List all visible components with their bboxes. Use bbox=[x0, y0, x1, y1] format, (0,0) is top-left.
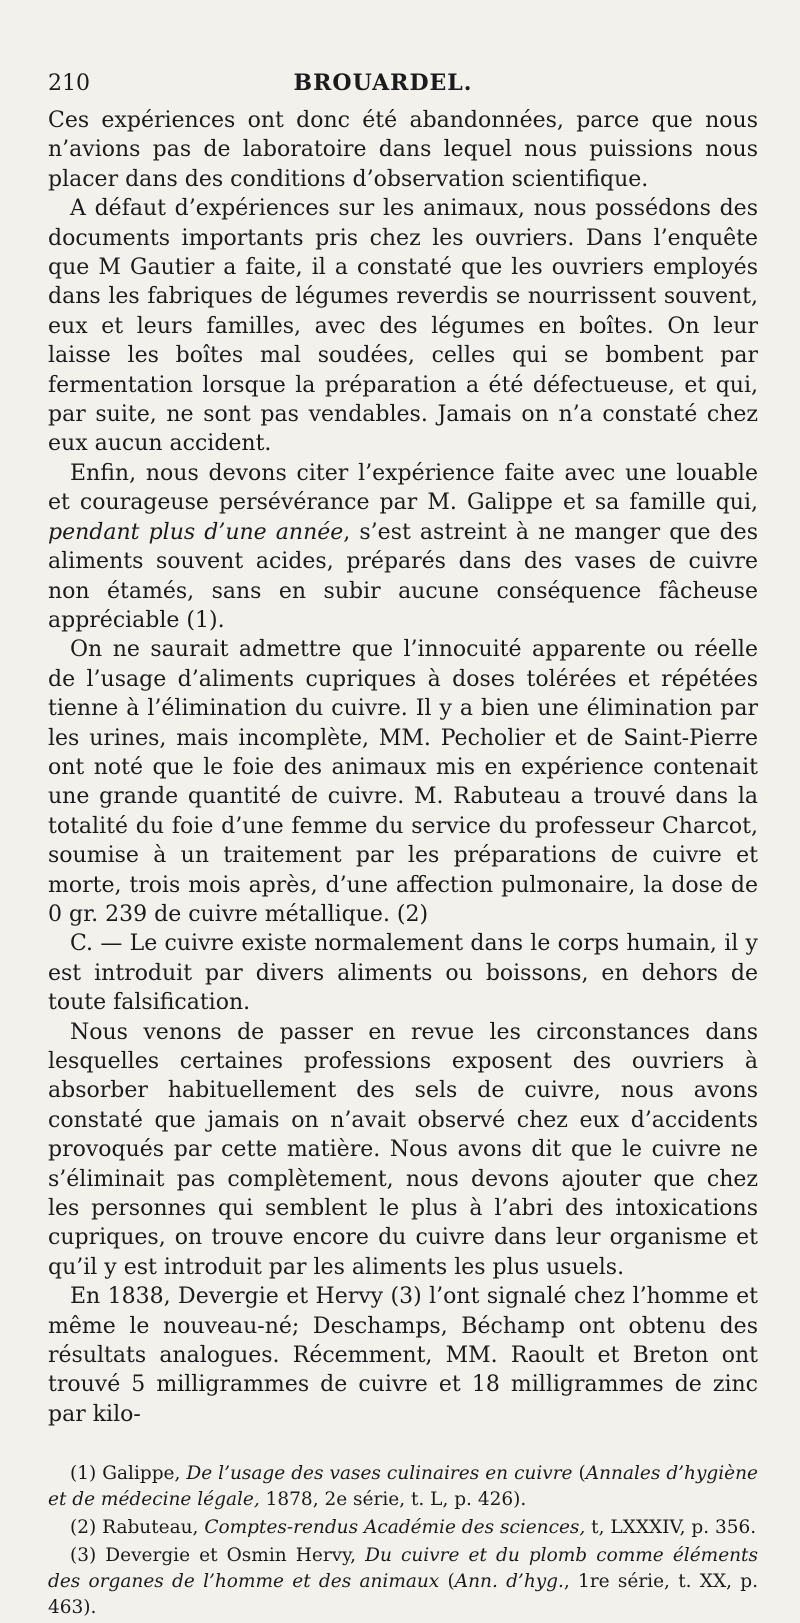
italic-text: Ann. d’hyg. bbox=[454, 1571, 564, 1593]
footnote bbox=[48, 1461, 758, 1513]
italic-text: Annales d’hygiène et de médecine légale, bbox=[48, 1463, 758, 1511]
text-run: (2) Rabuteau, bbox=[70, 1517, 205, 1539]
paragraph bbox=[48, 106, 758, 194]
italic-text: pendant plus d’une année bbox=[48, 519, 344, 545]
paragraph bbox=[48, 459, 758, 635]
page-number: 210 bbox=[48, 71, 90, 96]
paragraph bbox=[48, 194, 758, 459]
footnote bbox=[48, 1515, 758, 1541]
text-run: ( bbox=[439, 1571, 455, 1593]
paragraph bbox=[48, 635, 758, 929]
body-text bbox=[48, 106, 758, 1429]
text-run: Enfin, nous devons citer l’expérience faite avec une louable et courageuse persévérance par M. Galippe et sa famille qui, bbox=[48, 460, 758, 516]
text-run: (3) Devergie et Osmin Hervy, bbox=[70, 1545, 366, 1567]
paragraph bbox=[48, 1018, 758, 1283]
text-run: C. — Le cuivre existe normalement dans le corps humain, il y est introduit par divers aliments ou boissons, en dehors de toute falsification. bbox=[48, 931, 758, 1016]
text-run: , 1re série, t. XX, p. 463). bbox=[48, 1571, 758, 1619]
text-run: Nous venons de passer en revue les circonstances dans lesquelles certaines professions exposent des ouvriers à absorber habituellement des sels de cuivre, nous avons constaté que jamais on n’avait observé chez eux d’accidents provoqués par cette matière. Nous avons dit que le cuivre ne s’éliminait pas complètement, nous devons ajouter que chez les personnes qui semblent le plus à l’abri des intoxications cupriques, on trouve encore du cuivre dans leur organisme et qu’il y est introduit par les aliments les plus usuels. bbox=[48, 1019, 758, 1280]
paragraph bbox=[48, 929, 758, 1017]
footnote bbox=[48, 1543, 758, 1621]
text-run: 1878, 2e série, t. L, p. 426). bbox=[259, 1489, 527, 1511]
paragraph bbox=[48, 1282, 758, 1429]
running-head: BROUARDEL. bbox=[293, 70, 473, 96]
italic-text: De l’usage des vases culinaires en cuivre bbox=[186, 1463, 573, 1485]
italic-text: Comptes-rendus Académie des sciences, bbox=[204, 1517, 586, 1539]
page-header bbox=[48, 70, 758, 106]
text-run: A défaut d’expériences sur les animaux, nous possédons des documents importants pris chez les ouvriers. Dans l’enquête que M Gautier a faite, il a constaté que les ouvriers employés dans les fabriques de légumes reverdis se nourrissent souvent, eux et leurs familles, avec des légumes en boîtes. On leur laisse les boîtes mal soudées, celles qui se bombent par fermentation lorsque la préparation a été défectueuse, et qui, par suite, ne sont pas vendables. Jamais on n’a constaté chez eux aucun accident. bbox=[48, 196, 758, 457]
text-run: Ces expériences ont donc été abandonnées, parce que nous n’avions pas de laboratoire dans lequel nous puissions nous placer dans des conditions d’observation scientifique. bbox=[48, 108, 758, 192]
italic-text: Du cuivre et du plomb comme éléments des organes de l’homme et des animaux bbox=[48, 1545, 758, 1593]
text-run: On ne saurait admettre que l’innocuité apparente ou réelle de l’usage d’aliments cupriques à doses tolérées et répétées tienne à l’élimination du cuivre. Il y a bien une élimination par les urines, mais incomplète, MM. Pecholier et de Saint-Pierre ont noté que le foie des animaux mis en expérience contenait une grande quantité de cuivre. M. Rabuteau a trouvé dans la totalité du foie d’une femme du service du professeur Charcot, soumise à un traitement par les préparations de cuivre et morte, trois mois après, d’une affection pulmonaire, la dose de 0 gr. 239 de cuivre métallique. (2) bbox=[48, 637, 758, 927]
text-run: (1) Galippe, bbox=[70, 1463, 187, 1485]
footnotes bbox=[48, 1461, 758, 1621]
book-page bbox=[48, 70, 758, 1623]
text-run: t, LXXXIV, p. 356. bbox=[585, 1517, 757, 1539]
text-run: En 1838, Devergie et Hervy (3) l’ont signalé chez l’homme et même le nouveau-né; Deschamps, Béchamp ont obtenu des résultats analogues. Récemment, MM. Raoult et Breton ont trouvé 5 milligrammes de cuivre et 18 milligrammes de zinc par kilo- bbox=[48, 1284, 758, 1427]
text-run: ( bbox=[572, 1463, 586, 1485]
text-run: , s’est astreint à ne manger que des aliments souvent acides, préparés dans des vases de cuivre non étamés, sans en subir aucune conséquence fâcheuse appréciable (1). bbox=[48, 519, 758, 633]
